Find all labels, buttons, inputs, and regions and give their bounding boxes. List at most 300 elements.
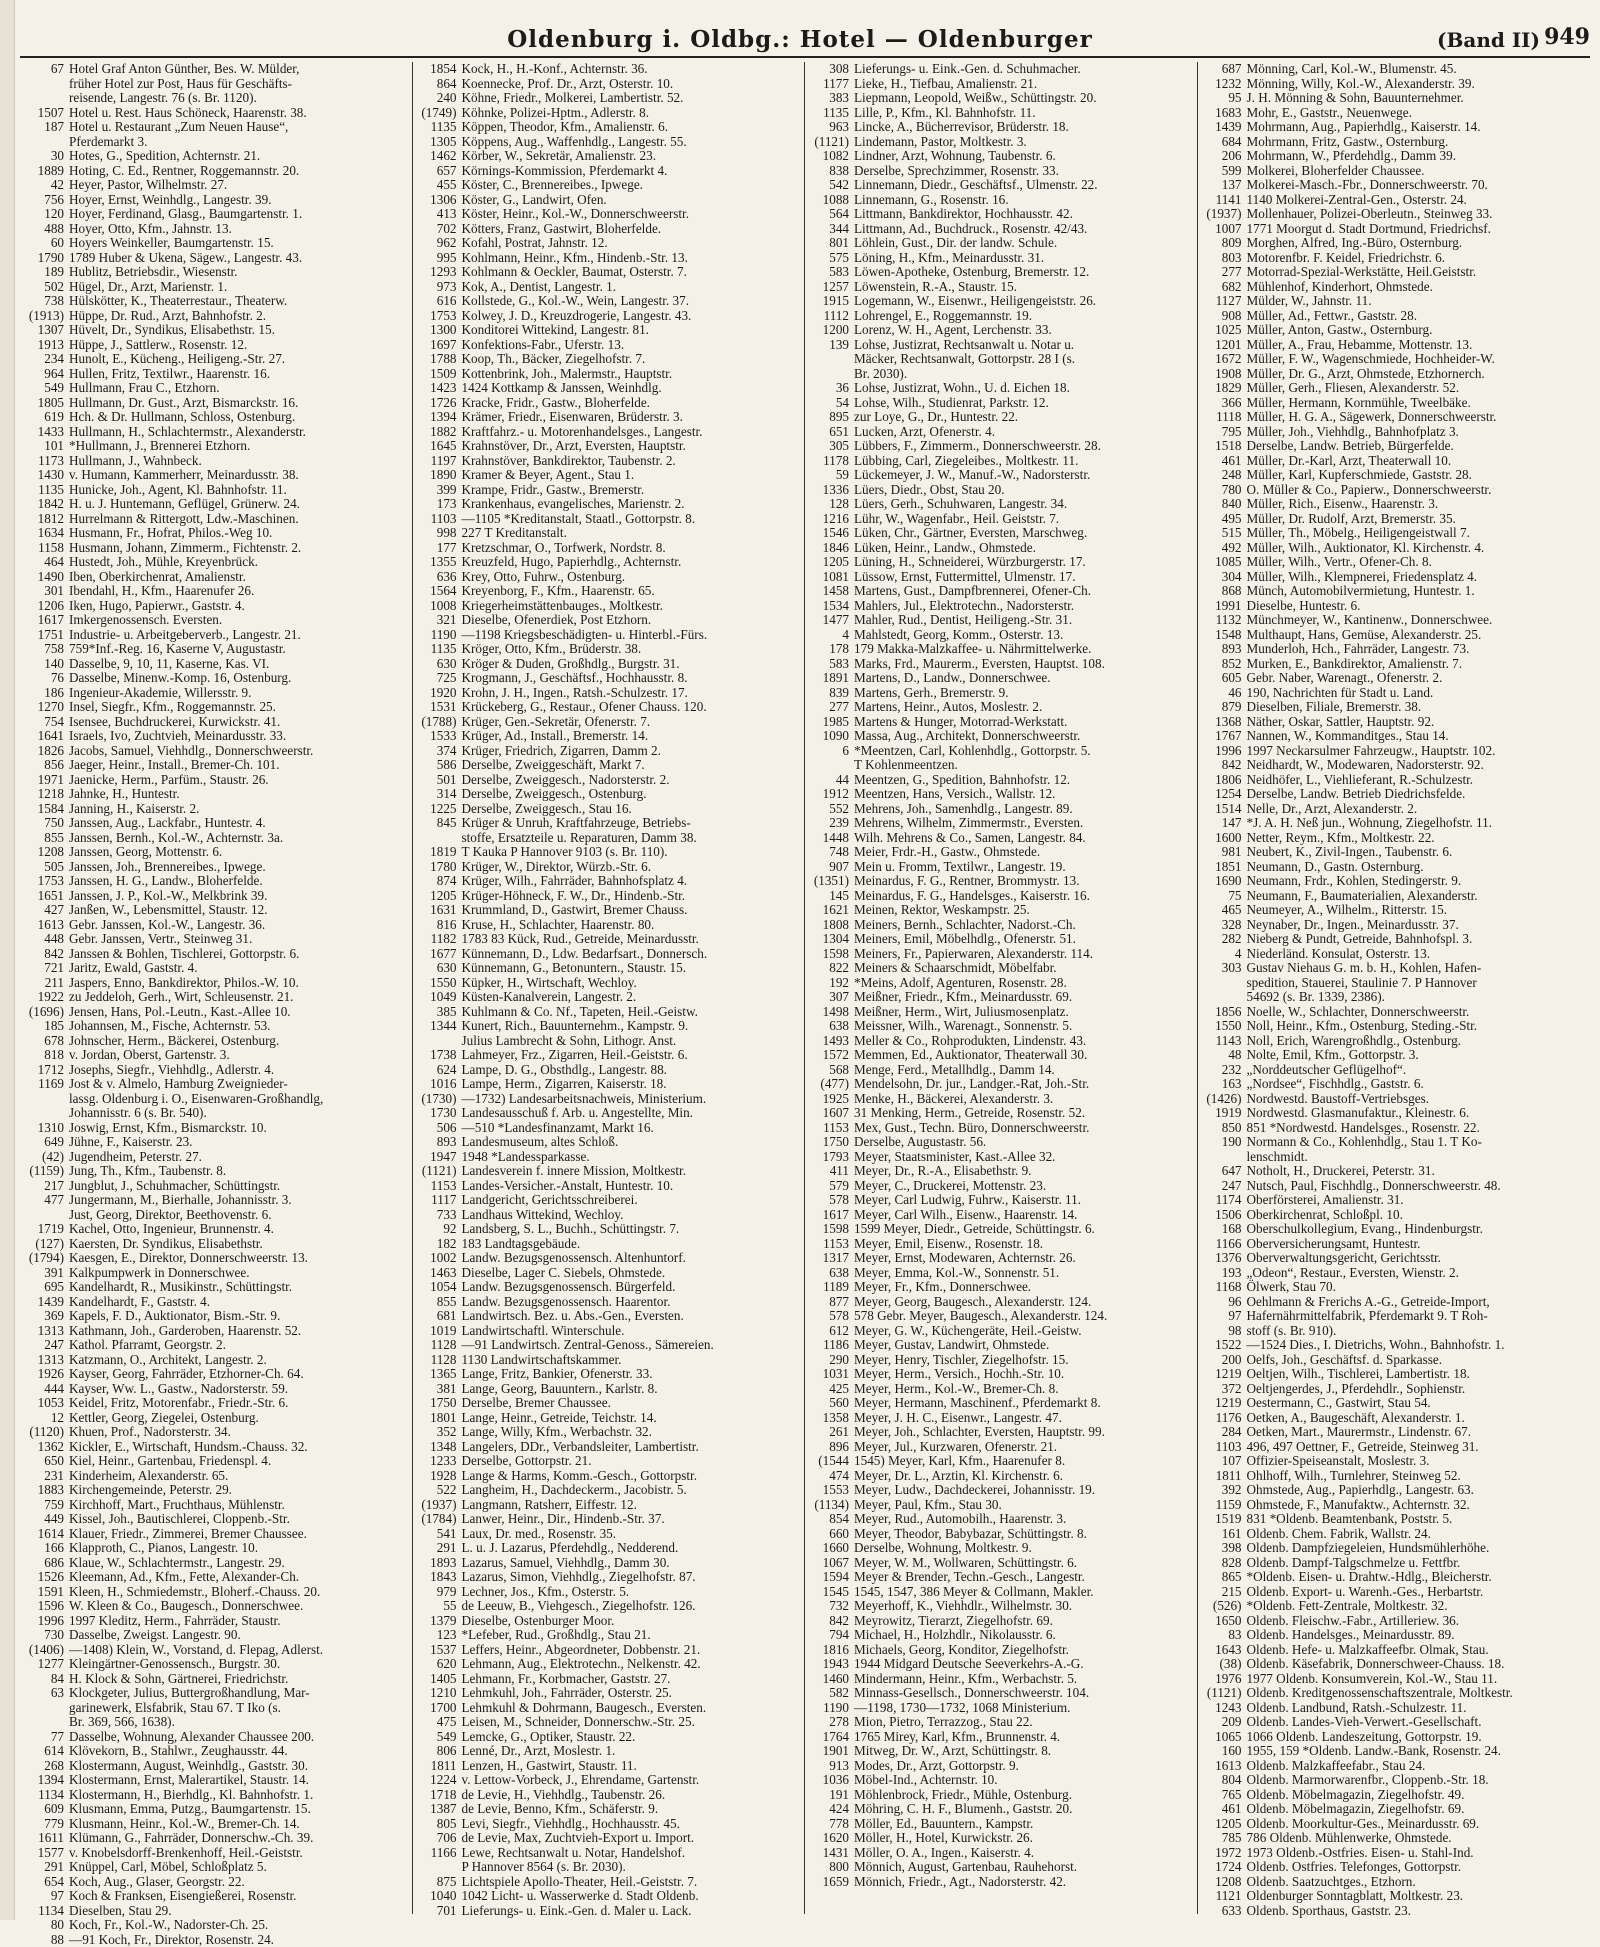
phone-number: 1617 xyxy=(24,613,69,628)
directory-entry xyxy=(1202,1295,1587,1310)
entry-text: Oeltjen, Wilh., Tischlerei, Lambertistr. 18. xyxy=(1247,1367,1470,1382)
entry-text: Lüssow, Ernst, Futtermittel, Ulmenstr. 17. xyxy=(854,570,1076,585)
entry-text: Michaels, Georg, Konditor, Ziegelhofstr. xyxy=(854,1643,1069,1658)
phone-number: 706 xyxy=(417,1831,462,1846)
entry-text: Derselbe, Zweiggeschäft, Markt 7. xyxy=(462,758,645,773)
phone-number: 97 xyxy=(24,1889,69,1904)
entry-text: Husmann, Fr., Hofrat, Philos.-Weg 10. xyxy=(69,526,272,541)
phone-number: 427 xyxy=(24,903,69,918)
entry-text: Oberkirchenrat, Schloßpl. 10. xyxy=(1247,1208,1403,1223)
entry-text: Hüppe, Dr. Rud., Arzt, Bahnhofstr. 2. xyxy=(69,309,266,324)
phone-number: 1208 xyxy=(1202,1875,1247,1890)
entry-text: Meiners & Schaarschmidt, Möbelfabr. xyxy=(854,961,1057,976)
directory-entry xyxy=(1202,512,1587,527)
directory-entry xyxy=(24,106,408,121)
entry-text: Mindermann, Heinr., Kfm., Werbachstr. 5. xyxy=(854,1672,1077,1687)
entry-text: Lohrengel, E., Roggemannstr. 19. xyxy=(854,309,1032,324)
directory-entry xyxy=(809,1280,1193,1295)
directory-entry xyxy=(1202,599,1587,614)
entry-text: *Hullmann, J., Brennerei Etzhorn. xyxy=(69,439,250,454)
directory-entry xyxy=(417,265,801,280)
phone-number: 277 xyxy=(809,700,854,715)
directory-entry xyxy=(417,1425,801,1440)
phone-number xyxy=(1202,990,1247,1005)
directory-entry xyxy=(1202,1773,1587,1788)
entry-text: Hullmann, H., Schlachtermstr., Alexanderstr. xyxy=(69,425,306,440)
phone-number: 1598 xyxy=(809,1222,854,1237)
phone-number: 1985 xyxy=(809,715,854,730)
directory-entry xyxy=(417,802,801,817)
entry-text: H. u. J. Huntemann, Geflügel, Grünerw. 24. xyxy=(69,497,300,512)
phone-number xyxy=(24,91,69,106)
entry-text: Noll, Erich, Warengroßhdlg., Ostenburg. xyxy=(1247,1034,1462,1049)
directory-entry xyxy=(24,381,408,396)
directory-entry xyxy=(417,1454,801,1469)
directory-entry xyxy=(417,1237,801,1252)
entry-text: P Hannover 8564 (s. Br. 2030). xyxy=(462,1860,626,1875)
directory-entry xyxy=(809,1846,1193,1861)
entry-text: Hurrelmann & Rittergott, Ldw.-Maschinen. xyxy=(69,512,299,527)
phone-number: (1406) xyxy=(24,1643,69,1658)
entry-text: Krahnstöver, Dr., Arzt, Eversten, Hauptstr. xyxy=(462,439,686,454)
entry-text: Hch. & Dr. Hullmann, Schloss, Ostenburg. xyxy=(69,410,295,425)
entry-text: 227 T Kreditanstalt. xyxy=(462,526,567,541)
entry-text: Müller, H. G. A., Sägewerk, Donnerschweerstr. xyxy=(1247,410,1497,425)
directory-entry xyxy=(809,265,1193,280)
directory-entry xyxy=(417,1672,801,1687)
directory-entry xyxy=(417,932,801,947)
directory-entry xyxy=(1202,1744,1587,1759)
directory-entry xyxy=(1202,1367,1587,1382)
entry-text: —1198, 1730—1732, 1068 Ministerium. xyxy=(854,1701,1070,1716)
phone-number: 101 xyxy=(24,439,69,454)
entry-text: Hafernährmittelfabrik, Pferdemarkt 9. T Roh- xyxy=(1247,1309,1488,1324)
entry-text: Oetken, Mart., Maurermstr., Lindenstr. 67. xyxy=(1247,1425,1472,1440)
directory-entry xyxy=(809,628,1193,643)
entry-text: Kracke, Fridr., Gastw., Bloherfelde. xyxy=(462,396,650,411)
directory-entry xyxy=(24,831,408,846)
entry-text: Lange, Georg, Bauuntern., Karlstr. 8. xyxy=(462,1382,658,1397)
phone-number: 1908 xyxy=(1202,367,1247,382)
entry-text: Neumann, D., Gastn. Osternburg. xyxy=(1247,860,1424,875)
entry-text: 183 Landtagsgebäude. xyxy=(462,1237,581,1252)
phone-number: 578 xyxy=(809,1193,854,1208)
entry-text: Lichtspiele Apollo-Theater, Heil.-Geiststr. 7. xyxy=(462,1875,698,1890)
entry-text: Müller, Ad., Fettwr., Gaststr. 28. xyxy=(1247,309,1418,324)
entry-text: Hülskötter, K., Theaterrestaur., Theaterw. xyxy=(69,294,287,309)
entry-text: 1783 83 Kück, Rud., Getreide, Meinardusstr. xyxy=(462,932,699,947)
directory-entry xyxy=(809,1411,1193,1426)
directory-entry xyxy=(1202,1512,1587,1527)
entry-text: Landsberg, S. L., Buchh., Schüttingstr. 7. xyxy=(462,1222,680,1237)
directory-entry xyxy=(24,1367,408,1382)
entry-text: —1732) Landesarbeitsnachweis, Ministerium. xyxy=(462,1092,707,1107)
entry-text: Müller, Anton, Gastw., Osternburg. xyxy=(1247,323,1433,338)
entry-text: Leisen, M., Schneider, Donnerschw.-Str. 25. xyxy=(462,1715,695,1730)
phone-number xyxy=(24,135,69,150)
directory-entry xyxy=(1202,1338,1587,1353)
directory-entry xyxy=(809,1469,1193,1484)
phone-number: 748 xyxy=(809,845,854,860)
entry-text: Nieberg & Pundt, Getreide, Bahnhofspl. 3. xyxy=(1247,932,1473,947)
entry-text: Oldenb. Landes-Vieh-Verwert.-Gesellschaft. xyxy=(1247,1715,1482,1730)
entry-text: Netter, Reym., Kfm., Moltkestr. 22. xyxy=(1247,831,1435,846)
phone-number: 750 xyxy=(24,816,69,831)
phone-number: 1166 xyxy=(417,1846,462,1861)
phone-number: (1426) xyxy=(1202,1092,1247,1107)
directory-entry xyxy=(809,860,1193,875)
directory-entry xyxy=(24,613,408,628)
entry-text: Lieferungs- u. Eink.-Gen. d. Schuhmacher. xyxy=(854,62,1081,77)
entry-text: Derselbe, Sprechzimmer, Rosenstr. 33. xyxy=(854,164,1059,179)
entry-text: Meiners, Bernh., Schlachter, Nadorst.-Ch. xyxy=(854,918,1076,933)
entry-text: Martens, Gerh., Bremerstr. 9. xyxy=(854,686,1009,701)
phone-number: 684 xyxy=(1202,135,1247,150)
directory-entry xyxy=(24,1411,408,1426)
directory-column-2 xyxy=(413,62,806,1914)
directory-entry xyxy=(809,1063,1193,1078)
phone-number: 1394 xyxy=(417,410,462,425)
phone-number: 605 xyxy=(1202,671,1247,686)
entry-text: Jost & v. Almelo, Hamburg Zweignieder- xyxy=(69,1077,288,1092)
directory-entry xyxy=(1202,135,1587,150)
volume-label: (Band II) xyxy=(1437,28,1540,52)
phone-number: 1277 xyxy=(24,1657,69,1672)
phone-number: 1054 xyxy=(417,1280,462,1295)
phone-number: 754 xyxy=(24,715,69,730)
directory-entry xyxy=(417,1440,801,1455)
directory-entry xyxy=(809,1005,1193,1020)
phone-number: 182 xyxy=(417,1237,462,1252)
directory-entry xyxy=(24,526,408,541)
entry-text: Kayser, Ww. L., Gastw., Nadorsterstr. 59. xyxy=(69,1382,288,1397)
directory-entry xyxy=(24,1222,408,1237)
directory-entry xyxy=(24,1875,408,1890)
phone-number: 1891 xyxy=(809,671,854,686)
phone-number: 1621 xyxy=(809,903,854,918)
phone-number: (1730) xyxy=(417,1092,462,1107)
phone-number: 1153 xyxy=(809,1237,854,1252)
directory-entry xyxy=(24,860,408,875)
directory-entry xyxy=(417,207,801,222)
directory-entry xyxy=(417,961,801,976)
phone-number: 794 xyxy=(809,1628,854,1643)
directory-entry xyxy=(417,323,801,338)
directory-entry xyxy=(1202,1817,1587,1832)
directory-entry xyxy=(809,1208,1193,1223)
phone-number: 268 xyxy=(24,1759,69,1774)
phone-number: 1613 xyxy=(1202,1759,1247,1774)
phone-number: (1794) xyxy=(24,1251,69,1266)
directory-entry xyxy=(809,1831,1193,1846)
phone-number: 1355 xyxy=(417,555,462,570)
directory-entry xyxy=(24,845,408,860)
phone-number: 1812 xyxy=(24,512,69,527)
directory-entry xyxy=(1202,1672,1587,1687)
directory-column-4 xyxy=(1198,62,1591,1914)
entry-text: Meyer, Carl Ludwig, Fuhrw., Kaiserstr. 11. xyxy=(854,1193,1081,1208)
entry-text: Oldenb. Möbelmagazin, Ziegelhofstr. 49. xyxy=(1247,1788,1465,1803)
phone-number: 1545 xyxy=(809,1585,854,1600)
entry-text: Meyer, Theodor, Babybazar, Schüttingstr. 8. xyxy=(854,1527,1087,1542)
directory-entry xyxy=(1202,1730,1587,1745)
phone-number: 877 xyxy=(809,1295,854,1310)
directory-entry xyxy=(809,425,1193,440)
entry-text: Dasselbe, Wohnung, Alexander Chaussee 200. xyxy=(69,1730,314,1745)
phone-number: 1178 xyxy=(809,454,854,469)
phone-number: 1490 xyxy=(24,570,69,585)
phone-number: 1040 xyxy=(417,1889,462,1904)
phone-number: 682 xyxy=(1202,280,1247,295)
directory-entry xyxy=(24,1570,408,1585)
entry-text: Müller, Rich., Eisenw., Haarenstr. 3. xyxy=(1247,497,1439,512)
entry-text: Janßen, W., Lebensmittel, Staustr. 12. xyxy=(69,903,268,918)
entry-text: Lindner, Arzt, Wohnung, Taubenstr. 6. xyxy=(854,149,1056,164)
entry-text: Lenné, Dr., Arzt, Moslestr. 1. xyxy=(462,1744,616,1759)
phone-number: 173 xyxy=(417,497,462,512)
directory-entry xyxy=(1202,1208,1587,1223)
directory-entry xyxy=(24,1193,408,1208)
directory-entry xyxy=(417,1701,801,1716)
directory-entry xyxy=(417,947,801,962)
entry-text: Krey, Otto, Fuhrw., Ostenburg. xyxy=(462,570,626,585)
entry-text: Krummland, D., Gastwirt, Bremer Chauss. xyxy=(462,903,688,918)
phone-number: 806 xyxy=(417,1744,462,1759)
phone-number: 1423 xyxy=(417,381,462,396)
directory-entry xyxy=(1202,1701,1587,1716)
phone-number: 1854 xyxy=(417,62,462,77)
phone-number: 160 xyxy=(1202,1744,1247,1759)
directory-entry xyxy=(1202,1846,1587,1861)
entry-text: Hoyer, Ferdinand, Glasg., Baumgartenstr. 1. xyxy=(69,207,302,222)
phone-number: 1166 xyxy=(1202,1237,1247,1252)
directory-entry xyxy=(809,236,1193,251)
entry-text: 1997 Kleditz, Herm., Fahrräder, Staustr. xyxy=(69,1614,281,1629)
phone-number: 465 xyxy=(1202,903,1247,918)
phone-number: 1135 xyxy=(417,120,462,135)
entry-text: Landwirtschaftl. Winterschule. xyxy=(462,1324,625,1339)
directory-entry xyxy=(24,1063,408,1078)
directory-entry xyxy=(417,62,801,77)
directory-entry xyxy=(809,1744,1193,1759)
phone-number: 1205 xyxy=(417,889,462,904)
entry-text: Kleingärtner-Genossensch., Burgstr. 30. xyxy=(69,1657,280,1672)
phone-number: 1430 xyxy=(24,468,69,483)
entry-text: Michael, H., Holzhdlr., Nikolausstr. 6. xyxy=(854,1628,1056,1643)
directory-entry xyxy=(1202,1135,1587,1150)
entry-text: Möbel-Ind., Achternstr. 10. xyxy=(854,1773,998,1788)
phone-number: 1128 xyxy=(417,1338,462,1353)
entry-text: Mehrens, Joh., Samenhdlg., Langestr. 89. xyxy=(854,802,1073,817)
directory-entry xyxy=(1202,1150,1587,1165)
directory-entry xyxy=(24,1802,408,1817)
phone-number: 1611 xyxy=(24,1831,69,1846)
directory-entry xyxy=(24,773,408,788)
entry-text: Janning, H., Kaiserstr. 2. xyxy=(69,802,199,817)
phone-number: 855 xyxy=(417,1295,462,1310)
phone-number: 1257 xyxy=(809,280,854,295)
directory-entry xyxy=(24,1904,408,1919)
entry-text: Krogmann, J., Geschäftsf., Hochhausstr. 8. xyxy=(462,671,688,686)
directory-entry xyxy=(417,1048,801,1063)
phone-number: 874 xyxy=(417,874,462,889)
entry-text: —1408) Klein, W., Vorstand, d. Flepag, Adlerst. xyxy=(69,1643,323,1658)
entry-text: Klostermann, H., Bierhdlg., Kl. Bahnhofstr. 1. xyxy=(69,1788,313,1803)
phone-number: 1173 xyxy=(24,454,69,469)
directory-entry xyxy=(24,149,408,164)
directory-entry xyxy=(1202,874,1587,889)
entry-text: Müller, Karl, Kupferschmiede, Gaststr. 28. xyxy=(1247,468,1472,483)
phone-number: 1224 xyxy=(417,1773,462,1788)
phone-number: 1806 xyxy=(1202,773,1247,788)
entry-text: Krüger, Friedrich, Zigarren, Damm 2. xyxy=(462,744,661,759)
phone-number: 1153 xyxy=(417,1179,462,1194)
entry-text: Hullmann, J., Wahnbeck. xyxy=(69,454,202,469)
entry-text: Oldenb. Malzkaffeefabr., Stau 24. xyxy=(1247,1759,1426,1774)
phone-number: 1842 xyxy=(24,497,69,512)
phone-number: 301 xyxy=(24,584,69,599)
phone-number: 549 xyxy=(417,1730,462,1745)
entry-text: 1789 Huber & Ukena, Sägew., Langestr. 43. xyxy=(69,251,302,266)
entry-text: Hustedt, Joh., Mühle, Kreyenbrück. xyxy=(69,555,258,570)
phone-number: 1458 xyxy=(809,584,854,599)
phone-number: 1690 xyxy=(1202,874,1247,889)
directory-entry xyxy=(24,1048,408,1063)
directory-entry xyxy=(1202,947,1587,962)
directory-entry xyxy=(1202,976,1587,991)
phone-number: 232 xyxy=(1202,1063,1247,1078)
directory-entry xyxy=(24,1019,408,1034)
entry-text: Neubert, K., Zivil-Ingen., Taubenstr. 6. xyxy=(1247,845,1453,860)
entry-text: Mohrmann, W., Pferdehdlg., Damm 39. xyxy=(1247,149,1457,164)
directory-entry xyxy=(1202,454,1587,469)
phone-number: 84 xyxy=(24,1672,69,1687)
phone-number: 1219 xyxy=(1202,1367,1247,1382)
directory-entry xyxy=(417,1744,801,1759)
entry-text: Kohlmann, Heinr., Kfm., Hindenb.-Str. 13. xyxy=(462,251,688,266)
entry-text: —1524 Dies., I. Dietrichs, Wohn., Bahnhofstr. 1. xyxy=(1247,1338,1505,1353)
phone-number: 398 xyxy=(1202,1541,1247,1556)
entry-text: Kayser, Georg, Fahrräder, Etzhorner-Ch. 64. xyxy=(69,1367,304,1382)
phone-number: 107 xyxy=(1202,1454,1247,1469)
entry-text: Linnemann, G., Rosenstr. 16. xyxy=(854,193,1009,208)
entry-text: Neumann, Frdr., Kohlen, Stedingerstr. 9. xyxy=(1247,874,1462,889)
directory-entry xyxy=(1202,1396,1587,1411)
directory-entry xyxy=(417,1135,801,1150)
directory-entry xyxy=(809,1715,1193,1730)
entry-text: Dasselbe, Minenw.-Komp. 16, Ostenburg. xyxy=(69,671,291,686)
entry-text: Ölwerk, Stau 70. xyxy=(1247,1280,1336,1295)
directory-entry xyxy=(1202,1092,1587,1107)
directory-entry xyxy=(24,1715,408,1730)
entry-text: Müller, Joh., Viehhdlg., Bahnhofplatz 3. xyxy=(1247,425,1459,440)
page-header xyxy=(0,0,1600,58)
phone-number: 1650 xyxy=(1202,1614,1247,1629)
entry-text: Motorenfbr. F. Keidel, Friedrichstr. 6. xyxy=(1247,251,1446,266)
entry-text: Mohrmann, Fritz, Gastw., Osternburg. xyxy=(1247,135,1449,150)
entry-text: Löwenstein, R.-A., Staustr. 15. xyxy=(854,280,1017,295)
directory-entry xyxy=(1202,439,1587,454)
entry-text: Kröger, Otto, Kfm., Brüderstr. 38. xyxy=(462,642,642,657)
directory-entry xyxy=(1202,1193,1587,1208)
phone-number: 1135 xyxy=(24,483,69,498)
phone-number: 687 xyxy=(1202,62,1247,77)
directory-entry xyxy=(809,541,1193,556)
directory-entry xyxy=(24,207,408,222)
directory-entry xyxy=(24,91,408,106)
entry-text: Lange, Willy, Kfm., Werbachstr. 32. xyxy=(462,1425,652,1440)
entry-text: Dieselben, Stau 29. xyxy=(69,1904,172,1919)
entry-text: Mohrmann, Aug., Papierhdlg., Kaiserstr. 14. xyxy=(1247,120,1481,135)
entry-text: Meyer, Jul., Kurzwaren, Ofenerstr. 21. xyxy=(854,1440,1057,1455)
phone-number: (1120) xyxy=(24,1425,69,1440)
phone-number xyxy=(809,758,854,773)
phone-number: 1190 xyxy=(417,628,462,643)
entry-text: Logemann, W., Eisenwr., Heiligengeiststr. 26. xyxy=(854,294,1096,309)
entry-text: Oldenb. Landbund, Ratsh.-Schulzestr. 11. xyxy=(1247,1701,1467,1716)
phone-number: 660 xyxy=(809,1527,854,1542)
directory-entry xyxy=(1202,236,1587,251)
directory-entry xyxy=(417,642,801,657)
directory-entry xyxy=(809,1237,1193,1252)
directory-entry xyxy=(417,1077,801,1092)
directory-entry xyxy=(417,1570,801,1585)
entry-text: Nannen, W., Kommanditges., Stau 14. xyxy=(1247,729,1449,744)
phone-number: 609 xyxy=(24,1802,69,1817)
entry-text: Meyer, Dr. L., Arztin, Kl. Kirchenstr. 6. xyxy=(854,1469,1063,1484)
phone-number: 413 xyxy=(417,207,462,222)
entry-text: Israels, Ivo, Zuchtvieh, Meinardusstr. 33. xyxy=(69,729,286,744)
entry-text: Morghen, Alfred, Ing.-Büro, Osternburg. xyxy=(1247,236,1463,251)
phone-number: 962 xyxy=(417,236,462,251)
entry-text: Nordwestd. Baustoff-Vertriebsges. xyxy=(1247,1092,1430,1107)
directory-entry xyxy=(1202,1077,1587,1092)
phone-number xyxy=(24,1092,69,1107)
directory-entry xyxy=(809,439,1193,454)
entry-text: Oehlmann & Frerichs A.-G., Getreide-Import, xyxy=(1247,1295,1490,1310)
phone-number: 1793 xyxy=(809,1150,854,1165)
entry-text: Landgericht, Gerichtsschreiberei. xyxy=(462,1193,638,1208)
directory-entry xyxy=(809,1788,1193,1803)
entry-text: Hublitz, Betriebsdir., Wiesenstr. xyxy=(69,265,237,280)
directory-entry xyxy=(417,1715,801,1730)
directory-entry xyxy=(24,1599,408,1614)
phone-number: 166 xyxy=(24,1541,69,1556)
entry-text: Klümann, G., Fahrräder, Donnerschw.-Ch. 39. xyxy=(69,1831,313,1846)
directory-entry xyxy=(24,570,408,585)
phone-number: 383 xyxy=(809,91,854,106)
entry-text: T Kohlenmeentzen. xyxy=(854,758,958,773)
phone-number: 1518 xyxy=(1202,439,1247,454)
phone-number: 492 xyxy=(1202,541,1247,556)
entry-text: Mönning, Carl, Kol.-W., Blumenstr. 45. xyxy=(1247,62,1457,77)
entry-text: 54692 (s. Br. 1339, 2386). xyxy=(1247,990,1385,1005)
entry-text: Lehmann, Aug., Elektrotechn., Nelkenstr. 42. xyxy=(462,1657,701,1672)
phone-number: 1143 xyxy=(1202,1034,1247,1049)
entry-text: reisende, Langestr. 76 (s. Br. 1120). xyxy=(69,91,257,106)
phone-number: 6 xyxy=(809,744,854,759)
directory-entry xyxy=(417,541,801,556)
phone-number: 730 xyxy=(24,1628,69,1643)
directory-entry xyxy=(1202,816,1587,831)
directory-entry xyxy=(417,744,801,759)
directory-entry xyxy=(417,1324,801,1339)
page-number: 949 xyxy=(1544,24,1590,50)
directory-entry xyxy=(417,106,801,121)
phone-number: 83 xyxy=(1202,1628,1247,1643)
directory-entry xyxy=(417,613,801,628)
phone-number: 1816 xyxy=(809,1643,854,1658)
